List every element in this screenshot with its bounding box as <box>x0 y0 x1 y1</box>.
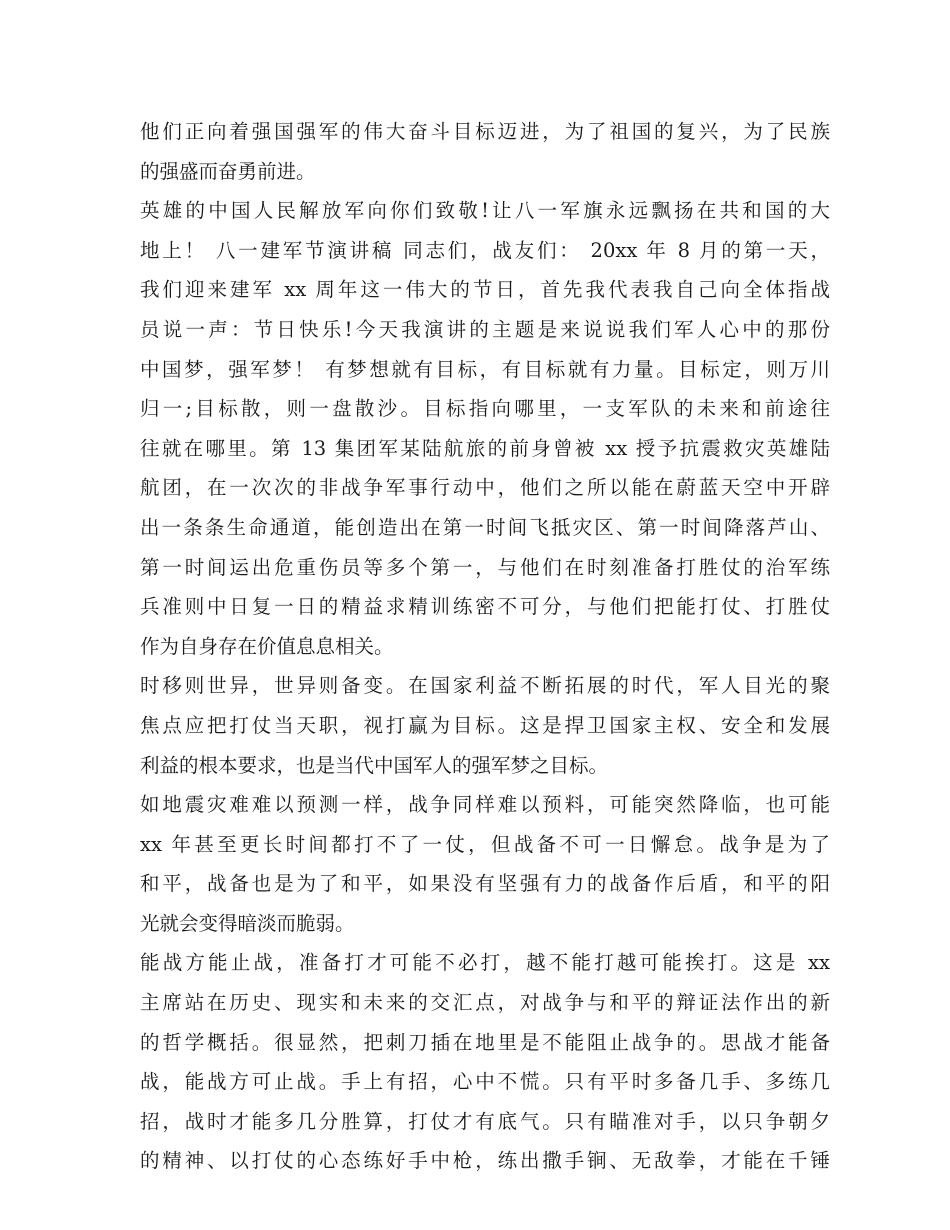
text-line: 出一条条生命通道，能创造出在第一时间飞抵灾区、第一时间降落芦山、 <box>140 515 830 539</box>
text-line: 的哲学概括。很显然，把刺刀插在地里是不能阻止战争的。思战才能备 <box>140 1030 830 1054</box>
text-line: 往就在哪里。第 13 集团军某陆航旅的前身曾被 xx 授予抗震救灾英雄陆 <box>140 436 830 460</box>
text-line: 能战方能止战，准备打才可能不必打，越不能打越可能挨打。这是 xx <box>140 951 830 975</box>
text-line: 战，能战方可止战。手上有招，心中不慌。只有平时多备几手、多练几 <box>140 1070 830 1094</box>
text-line: 的强盛而奋勇前进。 <box>140 159 316 183</box>
text-line: 如地震灾难难以预测一样，战争同样难以预料，可能突然降临，也可能 <box>140 793 830 817</box>
text-line: 时移则世异，世异则备变。在国家利益不断拓展的时代，军人目光的聚 <box>140 674 830 698</box>
text-line: 作为自身存在价值息息相关。 <box>140 634 394 658</box>
text-line: 员说一声：节日快乐!今天我演讲的主题是来说说我们军人心中的那份 <box>140 317 830 341</box>
text-line: 光就会变得暗淡而脆弱。 <box>140 911 355 935</box>
text-line: 英雄的中国人民解放军向你们致敬!让八一军旗永远飘扬在共和国的大 <box>140 199 830 223</box>
text-line: 主席站在历史、现实和未来的交汇点，对战争与和平的辩证法作出的新 <box>140 991 830 1015</box>
text-line: 利益的根本要求，也是当代中国军人的强军梦之目标。 <box>140 753 609 777</box>
text-line: 归一;目标散，则一盘散沙。目标指向哪里，一支军队的未来和前途往 <box>140 397 830 421</box>
text-line: 第一时间运出危重伤员等多个第一，与他们在时刻准备打胜仗的治军练 <box>140 555 830 579</box>
text-line: 和平，战备也是为了和平，如果没有坚强有力的战备作后盾，和平的阳 <box>140 872 830 896</box>
text-line: 焦点应把打仗当天职，视打赢为目标。这是捍卫国家主权、安全和发展 <box>140 713 830 737</box>
text-line: 中国梦，强军梦！ 有梦想就有目标，有目标就有力量。目标定，则万川 <box>140 357 830 381</box>
text-line: 招，战时才能多几分胜算，打仗才有底气。只有瞄准对手，以只争朝夕 <box>140 1109 830 1133</box>
text-line: 我们迎来建军 xx 周年这一伟大的节日，首先我代表我自己向全体指战 <box>140 278 830 302</box>
text-line: 兵准则中日复一日的精益求精训练密不可分，与他们把能打仗、打胜仗 <box>140 595 830 619</box>
text-line: 航团，在一次次的非战争军事行动中，他们之所以能在蔚蓝天空中开辟 <box>140 476 830 500</box>
text-line: 他们正向着强国强军的伟大奋斗目标迈进，为了祖国的复兴，为了民族 <box>140 120 830 143</box>
text-line: 的精神、以打仗的心态练好手中枪，练出撒手锏、无敌拳，才能在千锤 <box>140 1149 830 1173</box>
text-line: 地上！ 八一建军节演讲稿 同志们，战友们： 20xx 年 8 月的第一天， <box>140 238 830 262</box>
text-line: xx 年甚至更长时间都打不了一仗，但战备不可一日懈怠。战争是为了 <box>140 832 830 856</box>
body-text <box>140 112 830 1181</box>
